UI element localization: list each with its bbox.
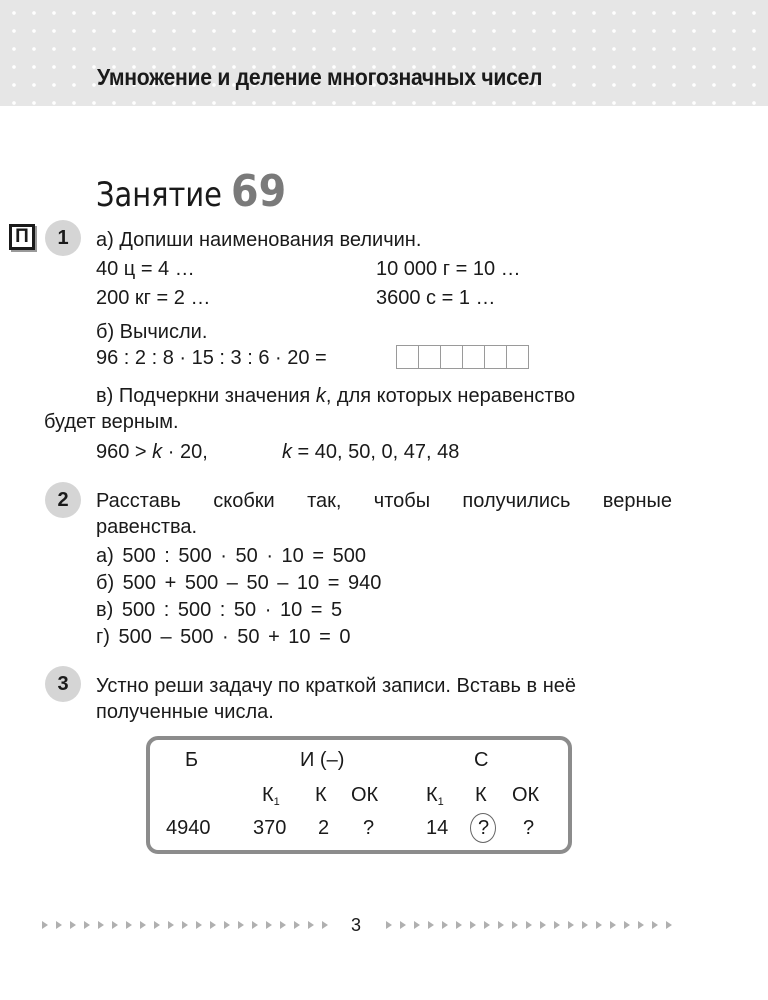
task1-c-prompt-line2: будет верным. bbox=[44, 411, 179, 433]
triangle-icon bbox=[84, 921, 90, 929]
triangle-icon bbox=[568, 921, 574, 929]
triangle-icon bbox=[582, 921, 588, 929]
task2-equation[interactable]: г) 500 – 500 · 50 + 10 = 0 bbox=[96, 626, 351, 648]
triangle-icon bbox=[666, 921, 672, 929]
triangle-icon bbox=[428, 921, 434, 929]
task-number-badge: 1 bbox=[45, 220, 81, 256]
chapter-title: Умножение и деление многозначных чисел bbox=[97, 64, 543, 90]
table-subheader-k1: $К_1$ bbox=[426, 784, 444, 808]
triangle-icon bbox=[182, 921, 188, 929]
triangle-icon bbox=[442, 921, 448, 929]
task1-c-prompt-line1: в) Подчеркни значения k, для которых неравенство bbox=[96, 385, 576, 407]
task1-a-item: 3600 с = 1 … bbox=[376, 287, 496, 309]
triangle-icon bbox=[512, 921, 518, 929]
triangle-icon bbox=[238, 921, 244, 929]
table-cell-circled[interactable]: ? bbox=[478, 817, 490, 839]
triangle-icon bbox=[42, 921, 48, 929]
task1-c-expression: 960 > k · 20, bbox=[96, 441, 208, 463]
table-subheader-k: К bbox=[475, 784, 487, 806]
triangle-icon bbox=[98, 921, 104, 929]
task2-prompt-line2: равенства. bbox=[96, 516, 198, 538]
footer-decoration-left bbox=[42, 921, 336, 929]
task-number-badge: 2 bbox=[45, 482, 81, 518]
table-cell: 370 bbox=[253, 817, 287, 839]
triangle-icon bbox=[140, 921, 146, 929]
triangle-icon bbox=[554, 921, 560, 929]
answer-boxes[interactable] bbox=[396, 345, 528, 369]
task1-a-item: 200 кг = 2 … bbox=[96, 287, 211, 309]
triangle-icon bbox=[414, 921, 420, 929]
triangle-icon bbox=[280, 921, 286, 929]
triangle-icon bbox=[638, 921, 644, 929]
task1-b-prompt: б) Вычисли. bbox=[96, 321, 208, 343]
triangle-icon bbox=[470, 921, 476, 929]
lesson-word: Занятие bbox=[96, 175, 222, 215]
triangle-icon bbox=[526, 921, 532, 929]
lesson-heading bbox=[96, 166, 289, 217]
table-cell[interactable]: ? bbox=[363, 817, 375, 839]
p-marker-icon: П bbox=[9, 224, 35, 250]
task1-a-item: 40 ц = 4 … bbox=[96, 258, 195, 280]
triangle-icon bbox=[126, 921, 132, 929]
table-subheader-ok: ОК bbox=[512, 784, 540, 806]
triangle-icon bbox=[322, 921, 328, 929]
table-cell[interactable]: ? bbox=[523, 817, 535, 839]
triangle-icon bbox=[266, 921, 272, 929]
task1-a-prompt: а) Допиши наименования величин. bbox=[96, 229, 422, 251]
triangle-icon bbox=[498, 921, 504, 929]
triangle-icon bbox=[652, 921, 658, 929]
triangle-icon bbox=[154, 921, 160, 929]
table-header-b: Б bbox=[185, 749, 199, 771]
triangle-icon bbox=[252, 921, 258, 929]
task2-equation[interactable]: а) 500 : 500 · 50 · 10 = 500 bbox=[96, 545, 366, 567]
triangle-icon bbox=[294, 921, 300, 929]
table-cell: 14 bbox=[426, 817, 449, 839]
triangle-icon bbox=[456, 921, 462, 929]
table-subheader-k1: $К_1$ bbox=[262, 784, 280, 808]
triangle-icon bbox=[210, 921, 216, 929]
triangle-icon bbox=[610, 921, 616, 929]
triangle-icon bbox=[196, 921, 202, 929]
triangle-icon bbox=[484, 921, 490, 929]
triangle-icon bbox=[56, 921, 62, 929]
triangle-icon bbox=[70, 921, 76, 929]
table-header-s: С bbox=[474, 749, 489, 771]
task2-prompt-line1: Расставь скобки так, чтобы получились верные bbox=[96, 490, 672, 512]
task1-a-item: 10 000 г = 10 … bbox=[376, 258, 521, 280]
triangle-icon bbox=[386, 921, 392, 929]
task1-b-expression: 96 : 2 : 8 · 15 : 3 : 6 · 20 = bbox=[96, 347, 327, 369]
triangle-icon bbox=[224, 921, 230, 929]
task-number-badge: 3 bbox=[45, 666, 81, 702]
task1-c-values[interactable]: k = 40, 50, 0, 47, 48 bbox=[282, 441, 460, 463]
lesson-number: 69 bbox=[231, 166, 287, 217]
table-cell: 2 bbox=[318, 817, 330, 839]
page-number: 3 bbox=[351, 915, 362, 935]
triangle-icon bbox=[308, 921, 314, 929]
table-subheader-k: К bbox=[315, 784, 327, 806]
triangle-icon bbox=[540, 921, 546, 929]
table-cell: 4940 bbox=[166, 817, 211, 839]
task2-equation[interactable]: б) 500 + 500 – 50 – 10 = 940 bbox=[96, 572, 382, 594]
triangle-icon bbox=[112, 921, 118, 929]
triangle-icon bbox=[624, 921, 630, 929]
task3-prompt-line1: Устно реши задачу по краткой записи. Вставь в неё bbox=[96, 675, 576, 697]
triangle-icon bbox=[400, 921, 406, 929]
table-header-i: И (–) bbox=[300, 749, 345, 771]
task2-equation[interactable]: в) 500 : 500 : 50 · 10 = 5 bbox=[96, 599, 343, 621]
footer-decoration-right bbox=[386, 921, 680, 929]
triangle-icon bbox=[168, 921, 174, 929]
triangle-icon bbox=[596, 921, 602, 929]
task3-prompt-line2: полученные числа. bbox=[96, 701, 274, 723]
page-header bbox=[0, 0, 768, 106]
table-subheader-ok: ОК bbox=[351, 784, 379, 806]
